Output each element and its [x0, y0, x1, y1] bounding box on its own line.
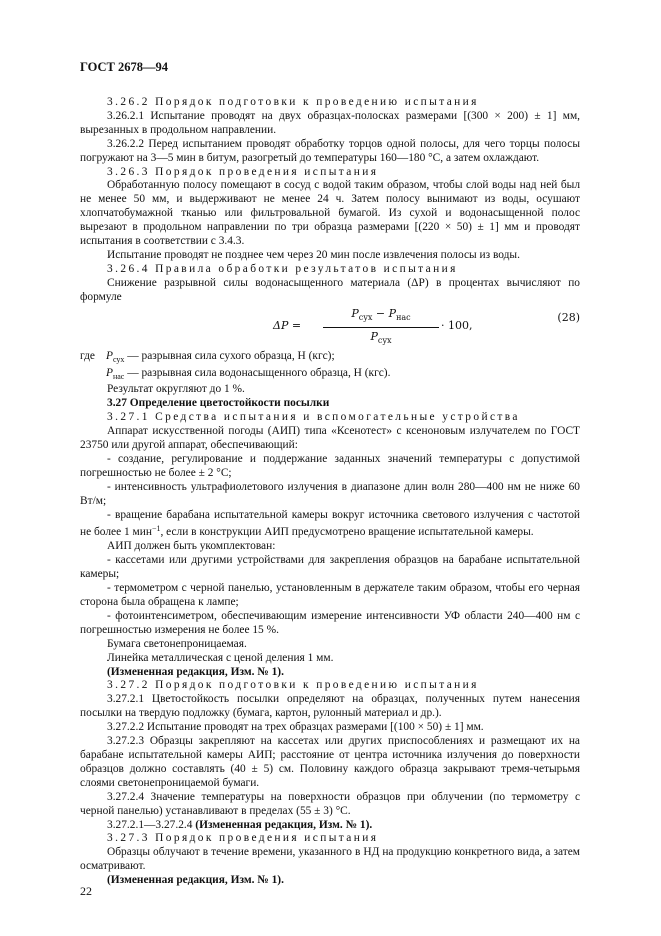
where-line-2	[80, 367, 580, 384]
bullet-cassettes: - кассетами или другими устройствами для закрепления образцов на барабане испытательной камеры;	[80, 554, 580, 581]
section-3-26-2-title: 3.26.2 Порядок подготовки к проведению испытания	[107, 96, 479, 108]
where-label: где	[80, 349, 95, 362]
bullet-temperature: - создание, регулирование и поддержание заданных значений температуры с допустимой погрешностью не более ± 2 °С;	[80, 452, 580, 479]
where-1-content	[106, 350, 335, 367]
paragraph-3-27-2-3: 3.27.2.3 Образцы закрепляют на кассетах или других приспособлениях и размещают их на барабане испытательной камеры АИП; расстояние от центра источника излучения до поверхности образцов должно составлять (40 ± 5) см. Половину каждого образца закрывают тремя-четырьмя слоями светонепроницаемой бумаги.	[80, 735, 580, 789]
paragraph-3-26-4: Снижение разрывной силы водонасыщенного материала (ΔP) в процентах вычисляют по формуле	[80, 276, 580, 303]
paragraph-3-27-3: Образцы облучают в течение времени, указанного в НД на продукцию конкретного вида, а затем осматривают.	[80, 846, 580, 873]
section-3-26-3-title: 3.26.3 Порядок проведения испытания	[107, 165, 379, 178]
amendment-range-text: (Измененная редакция, Изм. № 1).	[195, 818, 373, 831]
standard-header: ГОСТ 2678—94	[80, 60, 169, 74]
paragraph-3-27-1: Аппарат искусственной погоды (АИП) типа «Ксенотест» с ксеноновым излучателем по ГОСТ 23750 или другой аппарат, обеспечивающий:	[80, 425, 580, 452]
formula-num-p1: P	[351, 306, 359, 320]
where-2-symbol: P	[106, 366, 113, 379]
section-3-27-3-title: 3.27.3 Порядок проведения испытания	[107, 832, 379, 845]
formula-28	[80, 307, 580, 347]
paragraph-3-27-2-4: 3.27.2.4 Значение температуры на поверхности образцов при облучении (по термометру с черной панелью) устанавливают в пределах (55 ± 3) °С.	[80, 790, 580, 817]
formula-multiplier: · 100,	[441, 318, 473, 332]
paragraph-3-26-3-a: Обработанную полосу помещают в сосуд с водой таким образом, чтобы слой воды над ней был не менее 50 мм, и выдерживают не менее 24 ч. Затем полосу вынимают из воды, осушают хлопчатобумажной тканью или фильтровальной бумагой. Из сухой и водонасыщенной полос вырезают в продольном направлении по три образца размерами [(220 × 50) ± 1] мм и проводят испытания в соответствии с 3.4.3.	[80, 179, 580, 248]
bullet-photointensimeter: - фотоинтенсиметром, обеспечивающим измерение интенсивности УФ области 240—400 нм с погрешностью измерения не более 15 %.	[80, 609, 580, 636]
where-2-sub: нас	[112, 371, 125, 381]
amendment-range-note	[80, 819, 580, 833]
bullet-rotation-tail: , если в конструкции АИП предусмотрено вращение испытательной камеры.	[160, 526, 534, 539]
section-3-26-4-title: 3.26.4 Правила обработки результатов испытания	[107, 262, 458, 275]
bullet-thermometer: - термометром с черной панелью, установленным в держателе таким образом, чтобы его черная сторона была обращена к лампе;	[80, 582, 580, 608]
section-3-27-2-title: 3.27.2 Порядок подготовки к проведению испытания	[107, 679, 479, 692]
where-1-symbol: P	[106, 349, 113, 362]
section-3-27-title: 3.27 Определение цветостойкости посылки	[107, 397, 330, 410]
bullet-rotation	[80, 509, 580, 541]
bullet-rotation-sup: −1	[151, 524, 161, 534]
formula-numerator	[323, 307, 439, 328]
where-line-1	[80, 350, 580, 367]
rounding-note: Результат округляют до 1 %.	[107, 383, 245, 396]
ruler-item: Линейка металлическая с ценой деления 1 мм.	[107, 651, 334, 664]
formula-den-sub: сух	[377, 335, 392, 345]
paragraph-3-27-2-1: 3.27.2.1 Цветостойкость посылки определяют на образцах, полученных путем нанесения посылки на твердую подложку (бумага, картон, рулонный материал и др.).	[80, 693, 580, 720]
bullet-rotation-text: - вращение барабана испытательной камеры вокруг источника светового излучения с частотой не более 1 мин	[80, 508, 580, 539]
paragraph-3-27-2-2: 3.27.2.2 Испытание проводят на трех образцах размерами [(100 × 50) ± 1] мм.	[107, 721, 484, 734]
amendment-note-1: (Измененная редакция, Изм. № 1).	[107, 665, 284, 678]
section-3-27-1-title: 3.27.1 Средства испытания и вспомогательные устройства	[107, 411, 520, 424]
formula-denominator	[323, 328, 439, 348]
where-1-text: — разрывная сила сухого образца, Н (кгс);	[127, 349, 335, 362]
amendment-note-2: (Измененная редакция, Изм. № 1).	[107, 874, 284, 887]
aip-equipment-intro: АИП должен быть укомплектован:	[107, 540, 276, 553]
bullet-uv-intensity: - интенсивность ультрафиолетового излучения в диапазоне длин волн 280—400 нм не ниже 60 Вт/м;	[80, 480, 580, 507]
paragraph-3-26-3-b: Испытание проводят не позднее чем через 20 мин после извлечения полосы из воды.	[107, 248, 520, 261]
where-indent	[80, 367, 106, 384]
paragraph-3-26-2-1: 3.26.2.1 Испытание проводят на двух образцах-полосках размерами [(300 × 200) ± 1] мм, вырезанных в продольном направлении.	[80, 109, 580, 136]
where-2-content	[106, 367, 390, 384]
formula-minus: −	[372, 306, 389, 320]
document-body	[80, 96, 580, 888]
formula-fraction	[323, 307, 439, 348]
where-1-sub: сух	[112, 354, 125, 364]
formula-lhs: ΔP =	[273, 318, 302, 332]
formula-num-sub2: нас	[396, 312, 411, 322]
amendment-range-number: 3.27.2.1—3.27.2.4	[107, 818, 193, 831]
where-2-text: — разрывная сила водонасыщенного образца, Н (кгс).	[127, 366, 391, 379]
equation-number: (28)	[557, 310, 580, 324]
page-number: 22	[80, 884, 92, 898]
paper-item: Бумага светонепроницаемая.	[107, 637, 247, 650]
formula-den-p: P	[370, 329, 378, 343]
formula-num-sub1: сух	[358, 312, 373, 322]
paragraph-3-26-2-2: 3.26.2.2 Перед испытанием проводят обработку торцов одной полосы, для чего торцы полосы погружают на 3—5 мин в битум, разогретый до температуры 160—180 °С, а затем охлаждают.	[80, 137, 580, 164]
formula-num-p2: P	[388, 306, 397, 320]
